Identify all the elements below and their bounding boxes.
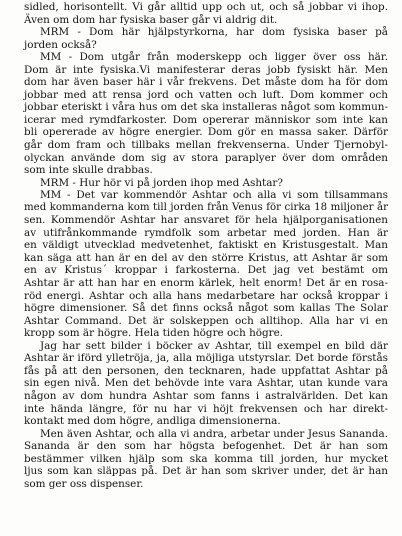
text-line: dom har även baser här i vår frekvens. Det måste dom ha för dom (24, 76, 388, 89)
text-line: Även om dom har fysiska baser går vi aldrig dit. (24, 13, 278, 26)
paragraph-first-line: MM - Dom utgår från moderskepp och ligger över oss här. (40, 51, 388, 64)
text-line: sen. Kommendör Ashtar har ansvaret för hela hjälporganisationen (24, 214, 388, 227)
text-line: olyckan använde dom sig av stora paraplyer över dom områden (24, 151, 388, 164)
text-line: fås på att den personen, den tecknaren, hade uppfattat Ashtar på (24, 364, 388, 377)
text-line: av utifrånkommande rymdfolk som arbetar med jorden. Han är (24, 226, 388, 239)
text-line: icerar med rymdfarkoster. Dom opererar människor som inte kan (24, 113, 388, 126)
paragraph-first-line: MM - Det var kommendör Ashtar och alla vi som tillsammans (40, 189, 388, 202)
body-text (24, 1, 388, 490)
text-line: en väldigt utvecklad medvetenhet, faktiskt en Kristusgestalt. Man (24, 239, 388, 252)
text-line: Sananda är den som har högsta befogenhet. Det är han som (24, 440, 388, 453)
text-line: Ashtar är iförd ylletröja, ja, alla möjliga utstyrslar. Det borde förstås (24, 352, 388, 365)
text-line: jobbar med att rensa jord och vatten och luft. Dom kommer och (24, 88, 388, 101)
text-line: någon av dom hundra Ashtar som fanns i astralvärlden. Det kan (24, 389, 388, 402)
paragraph-first-line: Jag har sett bilder i böcker av Ashtar, till exempel en bild där (40, 339, 388, 352)
text-line: Dom är inte fysiska.Vi manifesterar deras jobb fysiskt här. Men (24, 63, 388, 76)
text-line: med kommanderna kom till jorden från Venus för cirka 18 miljoner år (24, 201, 388, 213)
text-line: sin egen nivå. Men det behövde inte vara Ashtar, utan kunde vara (24, 377, 388, 390)
text-line: kropp som är högre. Hela tiden högre och högre. (24, 327, 284, 340)
paragraph-first-line: MRM - Hur hör vi på jorden ihop med Ashtar? (40, 176, 283, 189)
text-line: kan säga att han är en del av den större Kristus, att Ashtar är som (24, 251, 388, 264)
text-line: som inte skulle drabbas. (24, 164, 153, 177)
text-line: inte hända längre, för nu har vi höjt frekvensen och har direkt- (24, 402, 388, 415)
text-line: kontakt med dom högre, andliga dimensionerna. (24, 415, 281, 428)
text-line: går dom fram och tillbaks mellan frekvenserna. Under Tjernobyl- (24, 139, 388, 152)
text-line: en av Kristus´ kroppar i farkosterna. Det jag vet bestämt om (24, 264, 388, 277)
paragraph-first-line: MRM - Dom här hjälpstyrkorna, har dom fysiska baser på (40, 26, 388, 39)
text-line: ljus som kan släppas på. Det är han som skriver under, det är han (24, 465, 388, 478)
text-line: jorden också? (24, 38, 97, 51)
text-line: bestämmer vilken hjälp som ska komma till jorden, hur mycket (24, 452, 388, 465)
text-line: Ashtar är att han har en enorm kärlek, helt enorm! Det är en rosa- (24, 277, 388, 290)
text-line: högre dimensioner. Så det finns också något som kallas The Solar (24, 302, 388, 315)
text-line: bli opererade av högre energier. Dom gör en massa saker. Därför (24, 126, 388, 139)
text-line: Ashtar Command. Det är solskeppen och alltihop. Alla har vi en (24, 314, 388, 327)
text-line: sidled, horisontellt. Vi går alltid upp och ut, och så jobbar vi ihop. (24, 1, 388, 13)
text-line: som ger oss dispenser. (24, 477, 144, 490)
text-line: röd energi. Ashtar och alla hans medarbetare har också kroppar i (24, 289, 388, 302)
text-line: jobbar eteriskt i våra hus om det ska installeras något som kommun- (24, 101, 388, 114)
paragraph-first-line: Men även Ashtar, och alla vi andra, arbetar under Jesus Sananda. (40, 427, 388, 440)
